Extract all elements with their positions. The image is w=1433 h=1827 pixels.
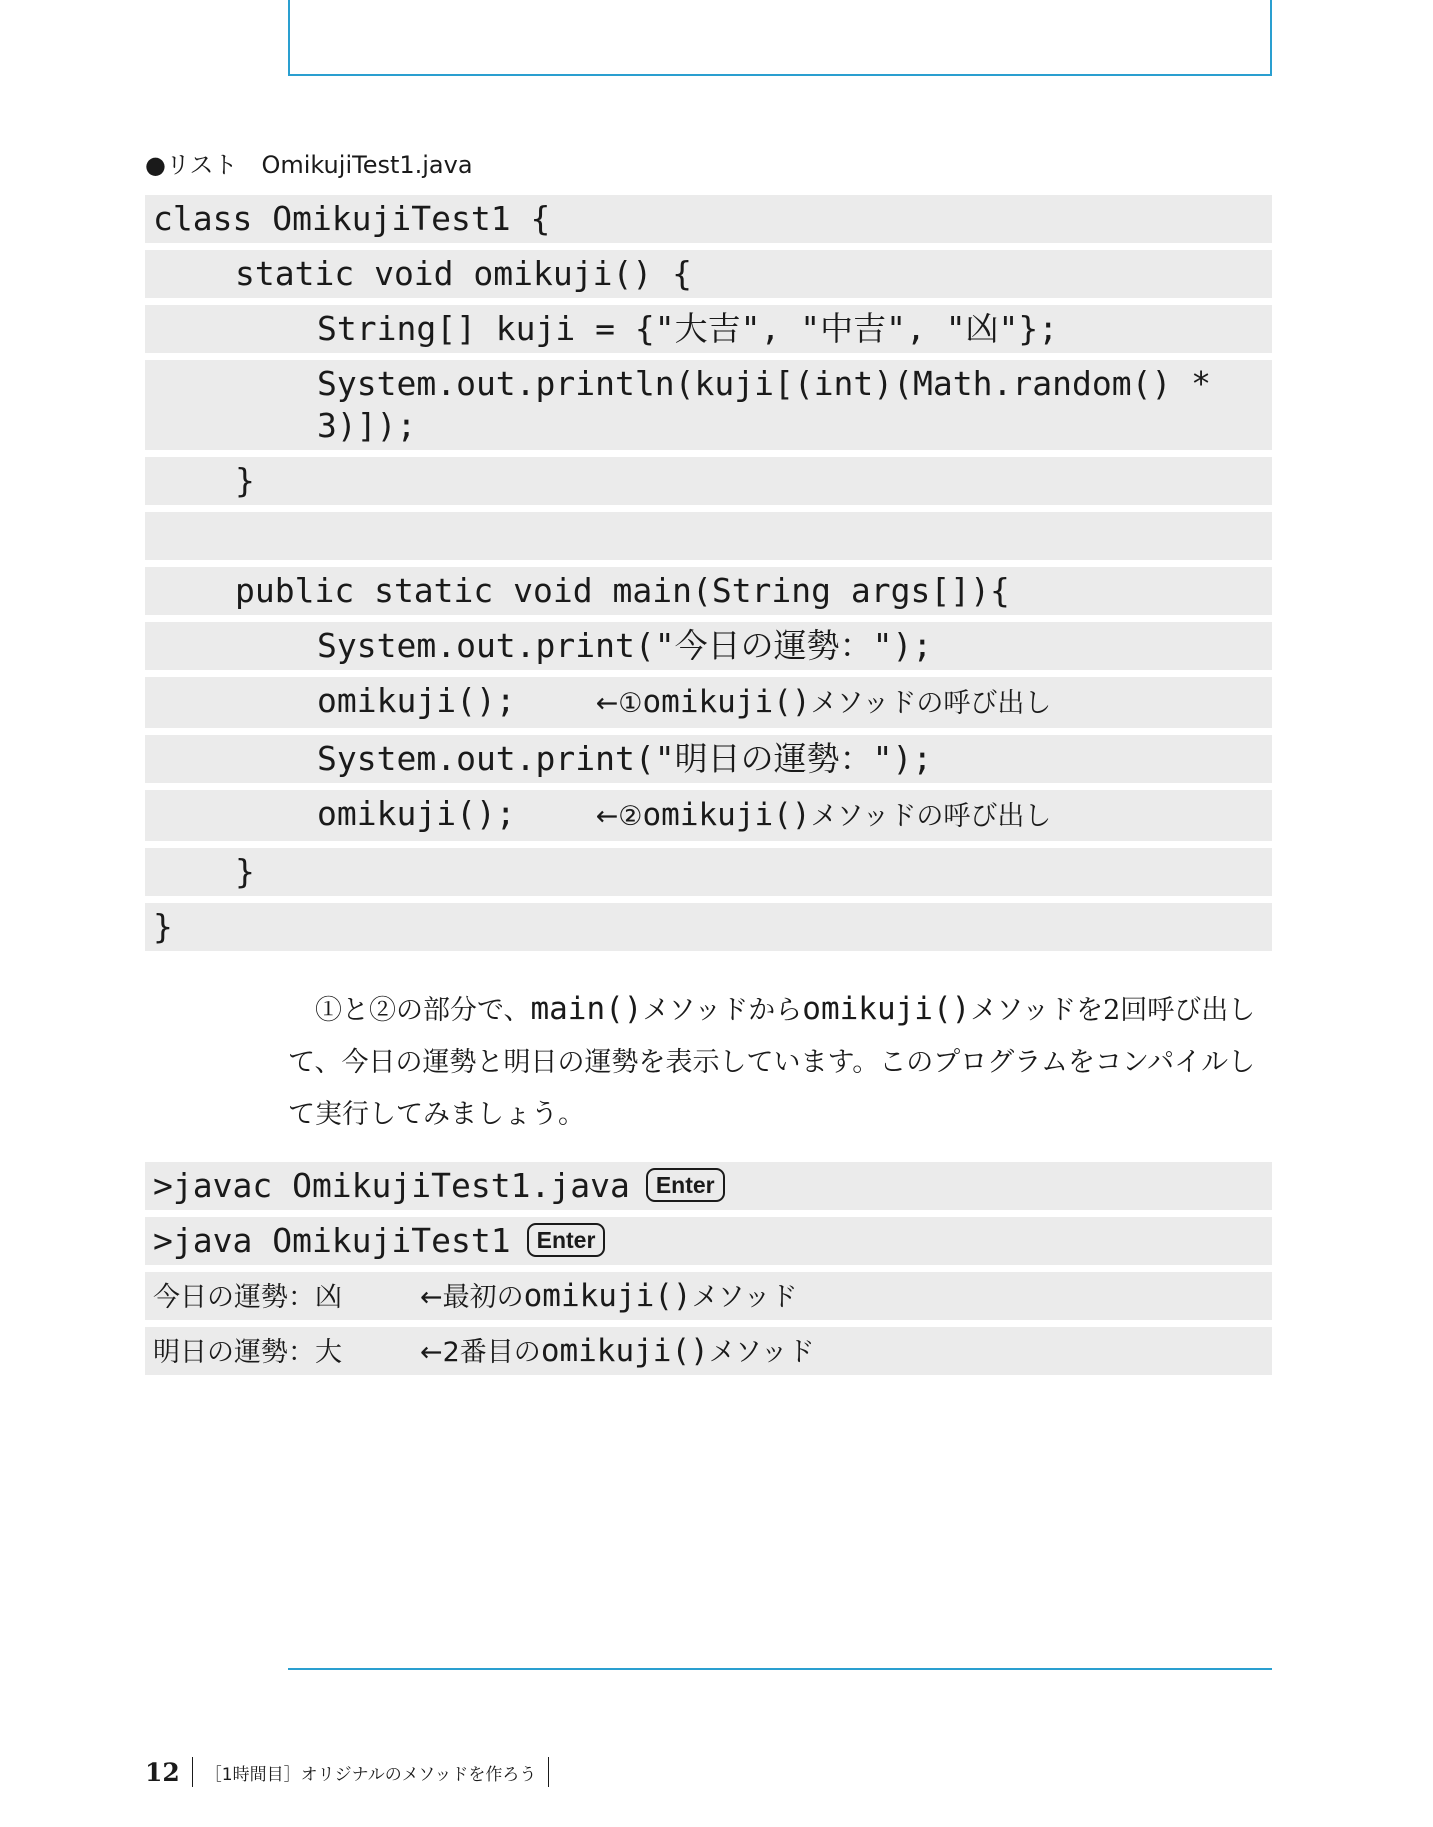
enter-key-icon: Enter [646,1168,725,1202]
paragraph-text: メソッドから [642,995,803,1026]
code-text: } [235,461,255,500]
code-line [145,790,1272,841]
code-line-blank [145,512,1272,560]
bottom-rule [288,1668,1272,1670]
code-line [145,567,1272,615]
footer-divider [548,1757,549,1787]
code-text: omikuji(); [317,794,516,833]
terminal-annotation: ←2番目の [420,1337,541,1368]
code-annotation-text: メソッドの呼び出し [810,688,1052,719]
footer-divider [192,1757,193,1787]
code-text: System.out.print("今日の運勢："); [317,626,933,665]
terminal-annotation: メソッド [708,1337,815,1368]
code-text: } [235,852,255,891]
code-annotation-code: omikuji() [642,684,811,720]
listing-caption: ●リスト OmikujiTest1.java [145,151,473,179]
code-line [145,903,1272,951]
terminal-line [145,1217,1272,1265]
code-annotation-arrow: ←② [595,801,643,832]
terminal-result: 明日の運勢：大 [153,1337,342,1368]
code-line [145,677,1272,728]
code-text: public static void main(String args[]){ [235,571,1010,610]
enter-key-icon: Enter [527,1223,606,1257]
page-number: 12 [145,1757,180,1787]
paragraph-text: メソッドを2回呼び出して、今日の運勢と明日の運勢を表示しています。このプログラムをコンパイルして実行してみましょう。 [288,995,1256,1130]
code-text: static void omikuji() { [235,254,692,293]
code-text: String[] kuji = {"大吉", "中吉", "凶"}; [317,309,1059,348]
code-text: class OmikujiTest1 { [153,199,551,238]
code-annotation-text: メソッドの呼び出し [810,801,1052,832]
page-footer [145,1756,561,1788]
terminal-output [145,1162,1272,1382]
code-text: System.out.print("明日の運勢："); [317,739,933,778]
code-annotation-arrow: ←① [595,688,643,719]
terminal-line [145,1272,1272,1320]
code-listing [145,195,1272,958]
body-paragraph [288,983,1272,1141]
code-text: omikuji(); [317,681,516,720]
terminal-command: >javac OmikujiTest1.java [153,1166,630,1205]
terminal-command: >java OmikujiTest1 [153,1221,511,1260]
terminal-annotation-code: omikuji() [523,1278,692,1314]
paragraph-code: omikuji() [802,991,971,1027]
terminal-line [145,1327,1272,1375]
code-line [145,360,1272,450]
code-line [145,457,1272,505]
paragraph-text: ①と②の部分で、 [315,995,531,1026]
terminal-annotation: ←最初の [420,1282,524,1313]
code-line [145,735,1272,783]
code-line [145,195,1272,243]
code-text: } [153,907,173,946]
code-text: System.out.println(kuji[(int)(Math.random() * 3)]); [317,364,1231,445]
terminal-result: 今日の運勢：凶 [153,1282,342,1313]
terminal-annotation: メソッド [691,1282,798,1313]
code-annotation-code: omikuji() [642,797,811,833]
code-line [145,622,1272,670]
code-line [145,305,1272,353]
top-frame-box [288,0,1272,76]
code-line [145,848,1272,896]
chapter-title: ［1時間目］オリジナルのメソッドを作ろう [204,1764,537,1785]
terminal-line [145,1162,1272,1210]
code-line [145,250,1272,298]
terminal-annotation-code: omikuji() [540,1333,709,1369]
paragraph-code: main() [530,991,643,1027]
